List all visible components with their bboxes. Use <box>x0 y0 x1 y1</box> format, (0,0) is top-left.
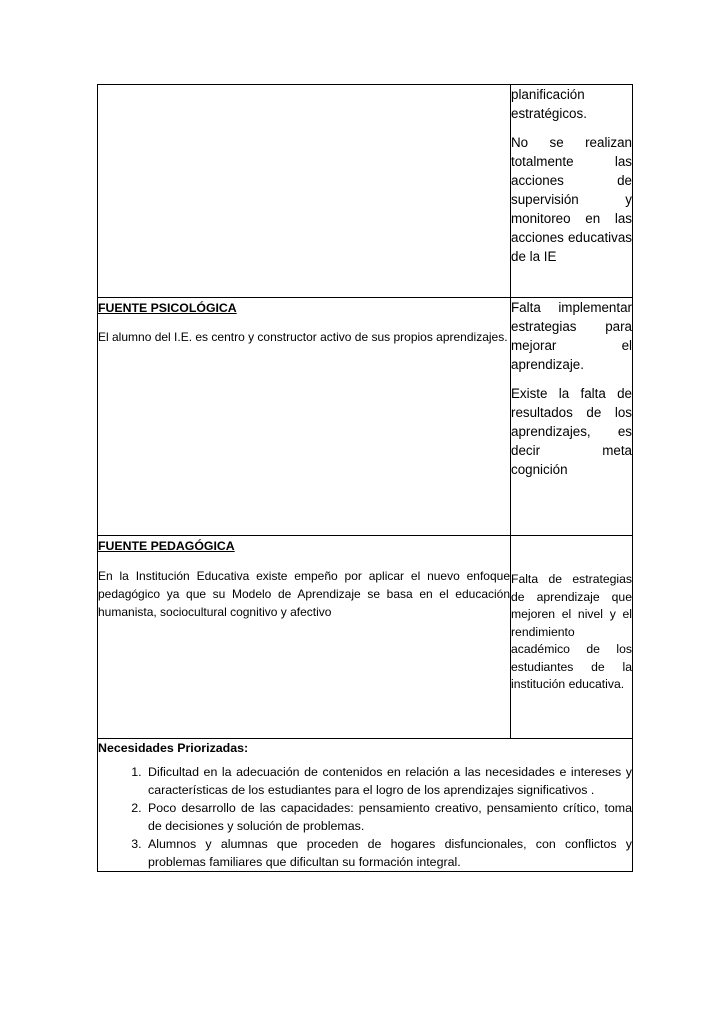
note-text: planificación estratégicos. <box>511 87 587 121</box>
source-cell <box>98 536 511 739</box>
note-text: No se realizan totalmente las acciones de supervisión y monitoreo en las acciones educativas de la IE <box>511 135 632 264</box>
empty-cell <box>98 85 511 298</box>
section-heading: FUENTE PEDAGÓGICA <box>98 539 235 553</box>
table-row-pedagogica <box>98 536 633 739</box>
source-description: El alumno del I.E. es centro y constructor activo de sus propios aprendizajes. <box>98 330 508 344</box>
table-row-continuation <box>98 85 633 298</box>
notes-cell <box>511 536 633 739</box>
list-item: 3. Alumnos y alumnas que proceden de hogares disfuncionales, con conflictos y problemas familiares que dificultan su formación integral. <box>145 835 632 871</box>
table-row-psicologica <box>98 298 633 536</box>
list-item: 1. Dificultad en la adecuación de contenidos en relación a las necesidades e intereses y características de los estudiantes para el logro de los aprendizajes significativos . <box>145 763 632 799</box>
notes-cell <box>511 85 633 298</box>
note-text: Falta de estrategias de aprendizaje que mejoren el nivel y el rendimiento académico de los estudiantes de la institución educativa. <box>511 572 632 691</box>
source-description: En la Institución Educativa existe empeño por aplicar el nuevo enfoque pedagógico ya que su Modelo de Aprendizaje se basa en el educación humanista, sociocultural cognitivo y afectivo <box>98 569 510 619</box>
table-row-needs <box>98 739 633 872</box>
needs-cell <box>98 739 633 872</box>
diagnosis-table <box>97 84 633 872</box>
list-item: 2. Poco desarrollo de las capacidades: pensamiento creativo, pensamiento crítico, toma de decisiones y solución de problemas. <box>145 799 632 835</box>
needs-title: Necesidades Priorizadas: <box>98 741 249 755</box>
note-text: Existe la falta de resultados de los aprendizajes, es decir meta cognición <box>511 386 632 477</box>
section-heading: FUENTE PSICOLÓGICA <box>98 301 237 315</box>
notes-cell <box>511 298 633 536</box>
needs-list <box>98 763 632 871</box>
source-cell <box>98 298 511 536</box>
note-text: Falta implementar estrategias para mejorar el aprendizaje. <box>511 300 632 372</box>
